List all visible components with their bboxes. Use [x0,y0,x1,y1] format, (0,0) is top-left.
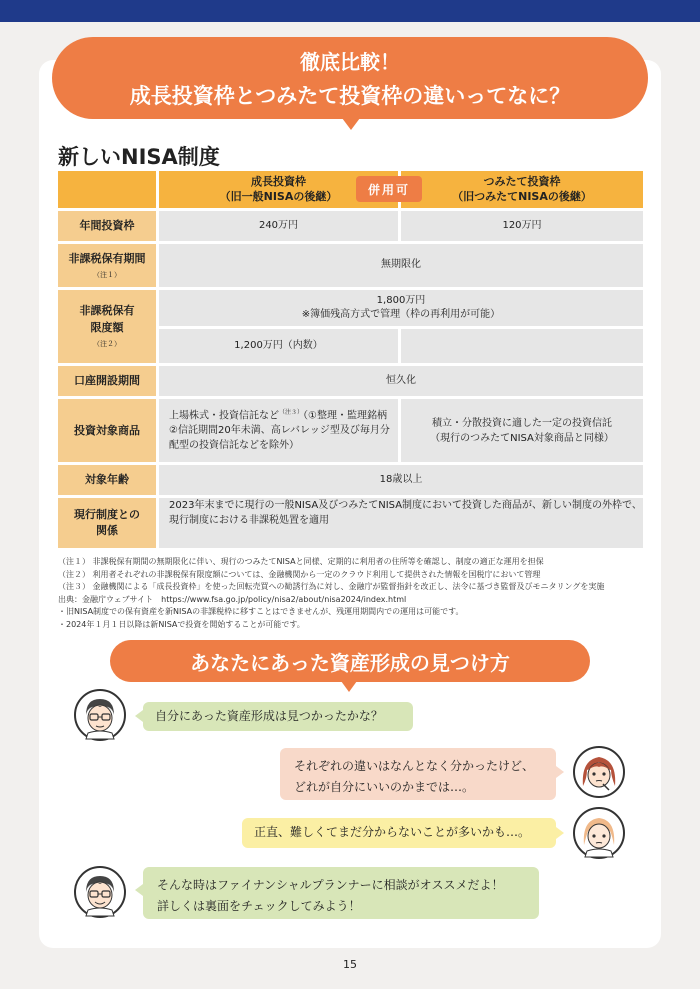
advisor-avatar-icon [74,689,126,741]
products-tsumitate-line1: 積立・分散投資に適した一定の投資信託 [432,417,612,429]
footnotes [58,556,604,632]
period-value: 無期限化 [159,244,643,287]
speech-2-line1: それぞれの違いはなんとなく分かったけど、 [294,759,535,773]
products-growth-line1: 上場株式・投資信託など$^{(注3)}$（①整理・監理銘柄 [169,408,387,422]
age-label: 対象年齢 [85,473,129,487]
row-label-relation [58,498,156,548]
combined-use-badge: 併用可 [356,176,422,202]
speech-1-text: 自分にあった資産形成は見つかったかな？ [155,709,383,723]
speech-3-text: 正直、難しくてまだ分からないことが多いかも…。 [254,825,531,839]
speech-bubble-1 [143,702,413,731]
products-growth-value [159,399,398,462]
row-label-age [58,465,156,495]
speech-4-line1: そんな時はファイナンシャルプランナーに相談がオススメだよ！ [157,878,504,892]
account-label: 口座開設期間 [74,374,140,388]
advisor-avatar-icon-2 [74,866,126,918]
relation-label-line1: 現行制度との [74,507,140,521]
speech-4-tail [135,884,143,896]
woman-avatar-icon [573,746,625,798]
title-line2: 成長投資枠とつみたて投資枠の違いってなに？ [129,84,571,108]
products-growth-note: （注３） [279,408,304,416]
section-title: 新しいNISA制度 [58,145,220,169]
title-line1: 徹底比較！ [300,50,400,74]
age-value: 18歳以上 [159,465,643,495]
products-growth-line2: ②信託期間20年未満、高レバレッジ型及び毎月分 [169,425,390,437]
limit-label-line2: 限度額 [90,320,124,334]
speech-bubble-3 [242,818,556,848]
row-label-period [58,244,156,287]
footnote-bullet-2: ・2024年１月１日以降は新NISAで投資を開始することが可能です。 [58,619,305,629]
row-label-products [58,399,156,462]
footnote-1: （注１） 非課税保有期間の無期限化に伴い、現行のつみたてNISAと同様、定期的に利用者の住所等を確認し、制度の適正な運用を担保 [58,557,544,566]
young-woman-avatar-icon [573,807,625,859]
limit-total-value [159,290,643,326]
tsumitate-header-line1: つみたて投資枠 [483,175,561,189]
row-label-annual [58,211,156,241]
limit-tsumitate-value [401,329,643,363]
table-header-corner [58,171,156,208]
column-header-tsumitate [401,171,643,208]
period-label: 非課税保有期間 [68,251,146,265]
period-note: （注１） [93,270,121,279]
subheader-bubble [110,640,590,682]
title-bubble-tail [342,118,360,130]
speech-bubble-2 [280,748,556,800]
tsumitate-header-line2: （旧つみたてNISAの後継） [452,189,592,203]
products-tsumitate-value [401,399,643,462]
relation-label-line2: 関係 [96,524,118,537]
subheader-bubble-tail [341,681,357,692]
footnote-3: （注３） 金融機関による「成長投資枠」を使った回転売買への勧誘行為に対し、金融庁が監督指針を改正し、法令に基づき監督及びモニタリングを実施 [58,582,605,592]
growth-header-line2: （旧一般NISAの後継） [219,189,338,203]
relation-value-line1: 2023年末までに現行の一般NISA及びつみたてNISA制度において投資した商品が、新しい制度の外枠で、 [169,500,642,511]
footnote-bullet-1: ・旧NISA制度での保有資産を新NISAの非課税枠に移すことはできませんが、残運用期間内での運用は可能です。 [58,607,464,617]
limit-note: （注２） [93,340,121,349]
annual-tsumitate-value: 120万円 [401,211,643,241]
limit-total-line2: ※簿価残高方式で管理（枠の再利用が可能） [301,309,501,320]
source-line: 出典：金融庁ウェブサイト https://www.fsa.go.jp/policy/nisa2/about/nisa2024/index.html [58,594,407,604]
growth-header-line1: 成長投資枠 [251,175,306,189]
speech-1-tail [135,710,143,722]
products-label: 投資対象商品 [74,423,140,437]
annual-label: 年間投資枠 [79,219,135,233]
footnote-2: （注２） 利用者それぞれの非課税保有限度額については、金融機関から一定のクラウド利用して提供された情報を国税庁において管理 [58,569,541,579]
page-number: 15 [343,958,357,971]
products-tsumitate-line2: （現行のつみたてNISA対象商品と同様） [430,432,614,444]
products-growth-line3: 配型の投資信託などを除外） [169,440,299,452]
relation-value [159,498,643,548]
account-value: 恒久化 [159,366,643,396]
speech-4-line2: 詳しくは裏面をチェックしてみよう！ [157,899,361,913]
relation-value-line2: 現行制度における非課税処置を適用 [169,515,329,526]
speech-2-tail [556,766,564,778]
speech-bubble-4 [143,867,539,919]
row-label-limit [58,290,156,363]
annual-growth-value: 240万円 [159,211,398,241]
limit-total-line1: 1,800万円 [376,295,426,306]
top-navy-bar [0,0,700,22]
title-bubble [52,37,648,119]
speech-3-tail [556,827,564,839]
limit-growth-value: 1,200万円（内数） [159,329,398,363]
row-label-account [58,366,156,396]
subheader-text: あなたにあった資産形成の見つけ方 [190,650,510,675]
speech-2-line2: どれが自分にいいのかまでは…。 [294,780,475,794]
limit-label-line1: 非課税保有 [79,304,135,318]
